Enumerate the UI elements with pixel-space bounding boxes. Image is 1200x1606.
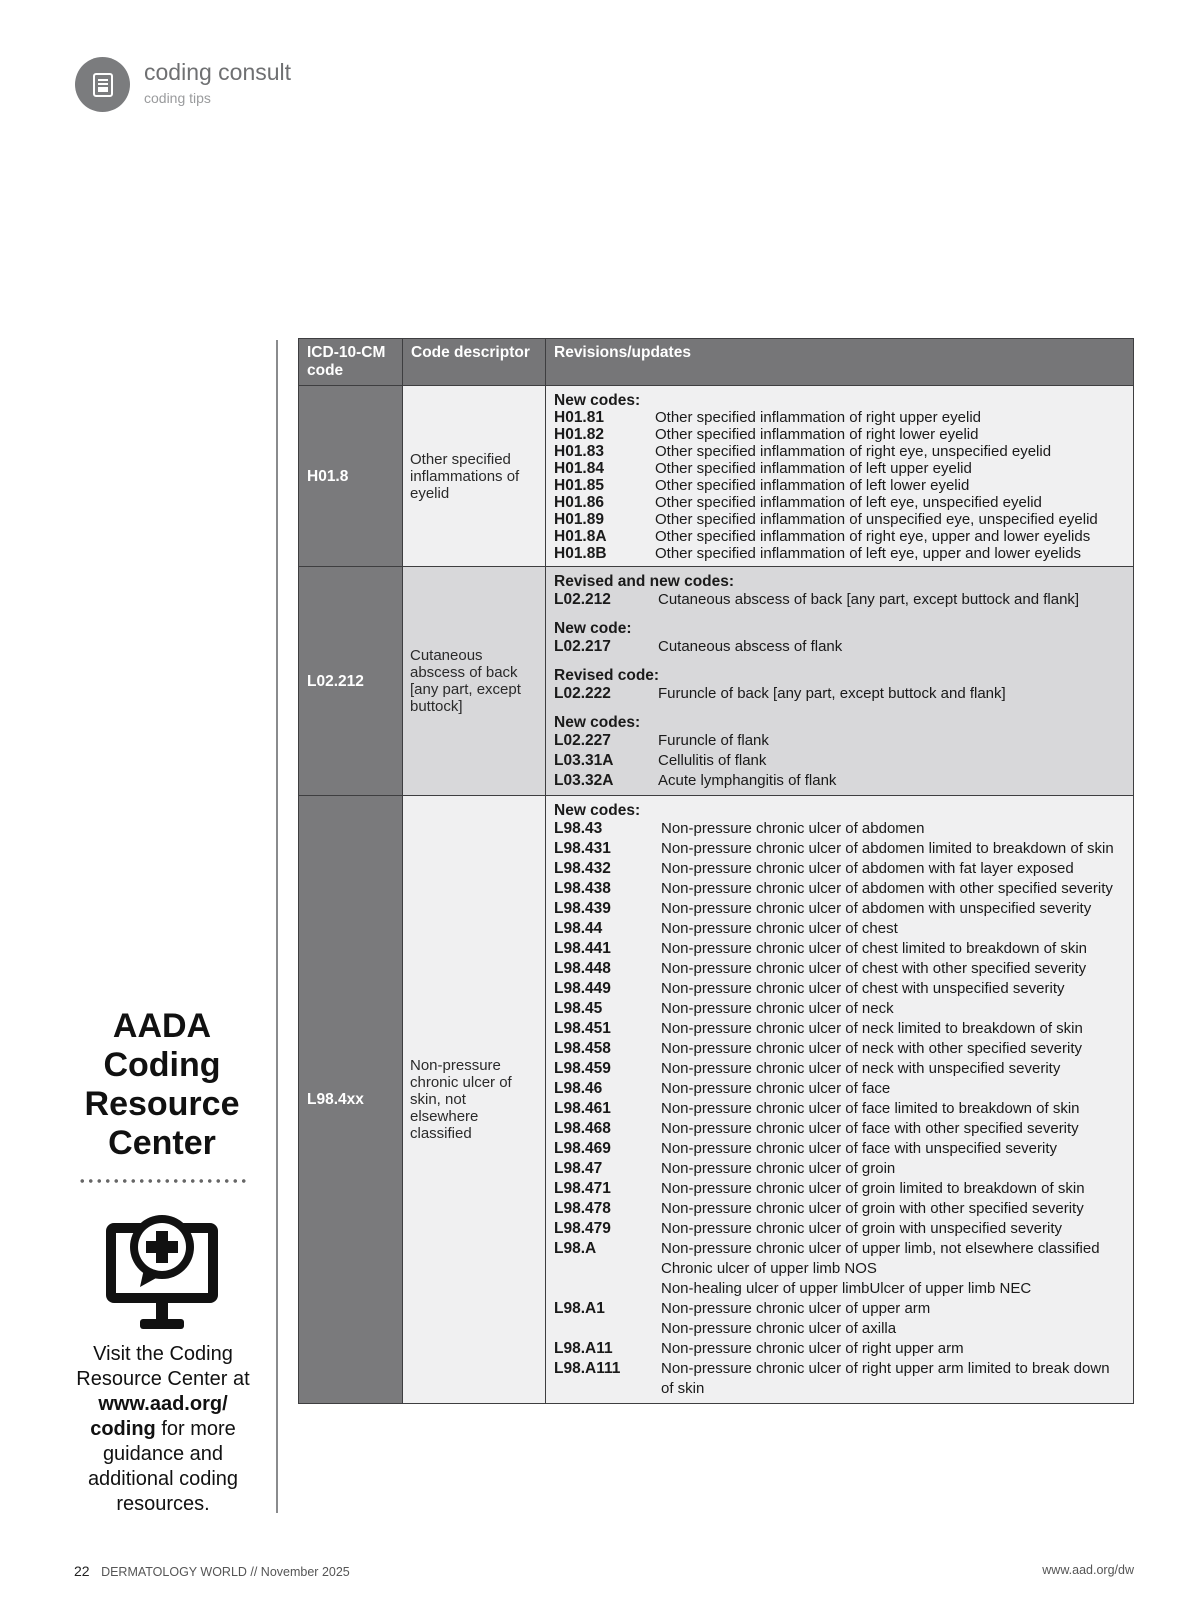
- code-entry: [554, 1139, 1125, 1159]
- revision-group-heading: New codes:: [554, 392, 641, 409]
- entry-code: L98.46: [554, 1080, 603, 1097]
- entry-code: H01.84: [554, 460, 604, 477]
- entry-description: Non-pressure chronic ulcer of right upper arm: [661, 1340, 964, 1357]
- publication-info: DERMATOLOGY WORLD // November 2025: [101, 1565, 350, 1579]
- entry-description: Non-pressure chronic ulcer of upper limb, not elsewhere classified: [661, 1240, 1100, 1257]
- code-entry: [554, 1339, 1125, 1359]
- revision-group-heading: Revised and new codes:: [554, 573, 735, 590]
- code-entry: [554, 1119, 1125, 1139]
- code-entry: [554, 1239, 1125, 1259]
- code-entry: [554, 1079, 1125, 1099]
- entry-code: L03.32A: [554, 772, 614, 789]
- entry-code: L98.A1: [554, 1300, 605, 1317]
- entry-description: Other specified inflammation of left upper eyelid: [655, 460, 972, 477]
- entry-description: Other specified inflammation of left eye, upper and lower eyelids: [655, 545, 1082, 562]
- revision-group-heading: New codes:: [554, 714, 641, 731]
- row-code: L98.4xx: [299, 796, 403, 1404]
- entry-description: Non-pressure chronic ulcer of groin with other specified severity: [661, 1200, 1084, 1217]
- entry-description: Non-pressure chronic ulcer of axilla: [661, 1320, 897, 1337]
- entry-code: [554, 1279, 661, 1299]
- entry-description: Non-pressure chronic ulcer of abdomen with unspecified severity: [661, 900, 1092, 917]
- entry-code: L98.459: [554, 1060, 611, 1077]
- sidebar-promo-text: Visit the Coding Resource Center at www.aad.org/ coding for more guidance and additional coding resources.: [76, 1343, 250, 1515]
- entry-code: L98.A11: [554, 1340, 613, 1357]
- entry-code: L98.431: [554, 840, 611, 857]
- code-entry: [554, 409, 1125, 426]
- code-entry: [554, 443, 1125, 460]
- code-entry: [554, 1299, 1125, 1319]
- code-entry: [554, 1359, 1125, 1399]
- entry-description: Non-pressure chronic ulcer of chest with unspecified severity: [661, 980, 1065, 997]
- code-entry: [554, 771, 1125, 791]
- coding-resource-link[interactable]: www.aad.org/ coding: [90, 1393, 228, 1440]
- revision-group: [554, 667, 1125, 704]
- entry-code: [554, 1319, 661, 1339]
- sidebar-title-line: Resource: [84, 1085, 240, 1123]
- code-entry: [554, 684, 1125, 704]
- sidebar-title-line: Coding: [103, 1046, 221, 1084]
- entry-description: Other specified inflammation of right eye, upper and lower eyelids: [655, 528, 1091, 545]
- entry-description: Non-pressure chronic ulcer of neck limited to breakdown of skin: [661, 1020, 1083, 1037]
- entry-description: Non-pressure chronic ulcer of abdomen with fat layer exposed: [661, 860, 1074, 877]
- entry-description: Non-pressure chronic ulcer of neck with unspecified severity: [661, 1060, 1061, 1077]
- code-entry: [554, 751, 1125, 771]
- document-icon: [88, 70, 118, 100]
- entry-code: H01.81: [554, 409, 604, 426]
- section-icon: [75, 57, 130, 112]
- code-entry: [554, 1099, 1125, 1119]
- entry-description: Non-pressure chronic ulcer of neck with other specified severity: [661, 1040, 1083, 1057]
- code-entry: [554, 819, 1125, 839]
- revision-group-heading: New codes:: [554, 802, 641, 819]
- entry-description: Furuncle of flank: [658, 732, 769, 749]
- row-revisions: [546, 567, 1134, 796]
- code-entry: [554, 1279, 1125, 1299]
- header-icd-code: ICD-10-CM code: [299, 339, 403, 386]
- entry-code: L98.458: [554, 1040, 611, 1057]
- monitor-medical-cross-icon: [100, 1207, 226, 1335]
- code-entry: [554, 1259, 1125, 1279]
- section-title: coding consult: [144, 59, 292, 85]
- entry-description: Non-pressure chronic ulcer of abdomen limited to breakdown of skin: [661, 840, 1114, 857]
- code-entry: [554, 959, 1125, 979]
- entry-description: Non-pressure chronic ulcer of chest: [661, 920, 898, 937]
- code-entry: [554, 839, 1125, 859]
- entry-code: H01.82: [554, 426, 604, 443]
- sidebar-title-line: AADA: [112, 1007, 212, 1045]
- entry-description: Non-pressure chronic ulcer of abdomen with other specified severity: [661, 880, 1113, 897]
- entry-description: Non-pressure chronic ulcer of neck: [661, 1000, 894, 1017]
- section-subtitle: coding tips: [144, 90, 211, 106]
- entry-code: L98.A: [554, 1240, 597, 1257]
- entry-code: L98.439: [554, 900, 611, 917]
- entry-description: Non-pressure chronic ulcer of face with other specified severity: [661, 1120, 1079, 1137]
- header-code-descriptor: Code descriptor: [403, 339, 546, 386]
- entry-code: L98.43: [554, 820, 603, 837]
- code-entry: [554, 1219, 1125, 1239]
- entry-code: L98.461: [554, 1100, 611, 1117]
- entry-description: Other specified inflammation of right upper eyelid: [655, 409, 982, 426]
- code-entry: [554, 460, 1125, 477]
- entry-code: L98.A111: [554, 1360, 621, 1377]
- row-revisions: [546, 796, 1134, 1404]
- entry-code: H01.86: [554, 494, 604, 511]
- footer-left: [74, 1563, 350, 1579]
- table-header-row: [299, 339, 1134, 386]
- entry-description: Non-pressure chronic ulcer of groin with unspecified severity: [661, 1220, 1063, 1237]
- entry-description: Non-pressure chronic ulcer of chest with other specified severity: [661, 960, 1087, 977]
- row-descriptor: Non-pressure chronic ulcer of skin, not elsewhere classified: [403, 796, 546, 1404]
- entry-description: Other specified inflammation of left lower eyelid: [655, 477, 970, 494]
- entry-description: Other specified inflammation of right eye, unspecified eyelid: [655, 443, 1052, 460]
- sidebar-divider: [276, 340, 278, 1513]
- page-number: 22: [74, 1563, 90, 1579]
- sidebar-title-line: Center: [108, 1124, 216, 1162]
- code-entry: [554, 939, 1125, 959]
- entry-code: L02.217: [554, 638, 611, 655]
- entry-code: L98.44: [554, 920, 603, 937]
- revision-group: [554, 802, 1125, 1399]
- entry-code: L98.448: [554, 960, 611, 977]
- code-entry: [554, 999, 1125, 1019]
- entry-code: L98.438: [554, 880, 611, 897]
- entry-description: Other specified inflammation of unspecified eye, unspecified eyelid: [655, 511, 1098, 528]
- code-entry: [554, 879, 1125, 899]
- header-revisions: Revisions/updates: [546, 339, 1134, 386]
- table-row: [299, 386, 1134, 567]
- code-entry: [554, 477, 1125, 494]
- entry-code: L98.469: [554, 1140, 611, 1157]
- revision-group-heading: New code:: [554, 620, 632, 637]
- code-entry: [554, 1019, 1125, 1039]
- row-code: L02.212: [299, 567, 403, 796]
- row-revisions: [546, 386, 1134, 567]
- sidebar-title: [68, 1007, 256, 1163]
- code-entry: [554, 1059, 1125, 1079]
- code-entry: [554, 1199, 1125, 1219]
- table-row: [299, 567, 1134, 796]
- entry-code: L98.432: [554, 860, 611, 877]
- code-entry: [554, 899, 1125, 919]
- entry-code: H01.8A: [554, 528, 607, 545]
- entry-code: L98.441: [554, 940, 611, 957]
- code-entry: [554, 919, 1125, 939]
- entry-code: L98.479: [554, 1220, 611, 1237]
- code-entry: [554, 637, 1125, 657]
- entry-description: Cutaneous abscess of flank: [658, 638, 843, 655]
- entry-description: Other specified inflammation of right lower eyelid: [655, 426, 979, 443]
- entry-code: L98.478: [554, 1200, 611, 1217]
- entry-code: H01.8B: [554, 545, 607, 562]
- table-row: [299, 796, 1134, 1404]
- entry-description: Furuncle of back [any part, except buttock and flank]: [658, 685, 1006, 702]
- code-entry: [554, 1179, 1125, 1199]
- revision-group: [554, 392, 1125, 562]
- entry-code: H01.85: [554, 477, 604, 494]
- code-entry: [554, 979, 1125, 999]
- code-entry: [554, 1159, 1125, 1179]
- revision-group: [554, 620, 1125, 657]
- row-code: H01.8: [299, 386, 403, 567]
- entry-code: [554, 1259, 661, 1279]
- revision-group: [554, 714, 1125, 791]
- entry-code: H01.83: [554, 443, 604, 460]
- code-entry: [554, 426, 1125, 443]
- entry-code: L02.222: [554, 685, 611, 702]
- entry-code: L98.468: [554, 1120, 611, 1137]
- entry-description: Cutaneous abscess of back [any part, except buttock and flank]: [658, 591, 1080, 608]
- entry-description: Non-pressure chronic ulcer of upper arm: [661, 1300, 931, 1317]
- entry-description: Other specified inflammation of left eye, unspecified eyelid: [655, 494, 1042, 511]
- entry-description: Non-pressure chronic ulcer of chest limited to breakdown of skin: [661, 940, 1088, 957]
- footer-url[interactable]: www.aad.org/dw: [1042, 1563, 1134, 1577]
- entry-code: L98.45: [554, 1000, 603, 1017]
- entry-description: Non-pressure chronic ulcer of groin limited to breakdown of skin: [661, 1180, 1085, 1197]
- entry-description: Non-pressure chronic ulcer of face: [661, 1080, 891, 1097]
- row-descriptor: Other specified inflammations of eyelid: [403, 386, 546, 567]
- revision-group-heading: Revised code:: [554, 667, 660, 684]
- entry-description: Non-pressure chronic ulcer of right upper arm limited to break down of skin: [661, 1360, 1110, 1397]
- icd-code-table: [298, 338, 1134, 1404]
- code-entry: [554, 494, 1125, 511]
- revision-group: [554, 573, 1125, 610]
- entry-description: Non-pressure chronic ulcer of face limited to breakdown of skin: [661, 1100, 1080, 1117]
- entry-description: Non-pressure chronic ulcer of face with unspecified severity: [661, 1140, 1058, 1157]
- code-entry: [554, 1319, 1125, 1339]
- code-entry: [554, 859, 1125, 879]
- entry-description: Non-pressure chronic ulcer of abdomen: [661, 820, 925, 837]
- entry-code: L98.471: [554, 1180, 611, 1197]
- entry-description: Non-pressure chronic ulcer of groin: [661, 1160, 896, 1177]
- entry-code: L98.47: [554, 1160, 603, 1177]
- entry-description: Non-healing ulcer of upper limbUlcer of upper limb NEC: [661, 1280, 1032, 1297]
- code-entry: [554, 528, 1125, 545]
- entry-code: L02.212: [554, 591, 611, 608]
- entry-description: Chronic ulcer of upper limb NOS: [661, 1260, 877, 1277]
- entry-code: L02.227: [554, 732, 611, 749]
- entry-code: L98.451: [554, 1020, 611, 1037]
- code-entry: [554, 511, 1125, 528]
- entry-code: H01.89: [554, 511, 604, 528]
- entry-code: L98.449: [554, 980, 611, 997]
- entry-description: Cellulitis of flank: [658, 752, 767, 769]
- code-entry: [554, 1039, 1125, 1059]
- row-descriptor: Cutaneous abscess of back [any part, except buttock]: [403, 567, 546, 796]
- code-entry: [554, 545, 1125, 562]
- dotted-divider: [78, 1178, 248, 1184]
- entry-description: Acute lymphangitis of flank: [658, 772, 837, 789]
- code-entry: [554, 731, 1125, 751]
- entry-code: L03.31A: [554, 752, 614, 769]
- code-entry: [554, 590, 1125, 610]
